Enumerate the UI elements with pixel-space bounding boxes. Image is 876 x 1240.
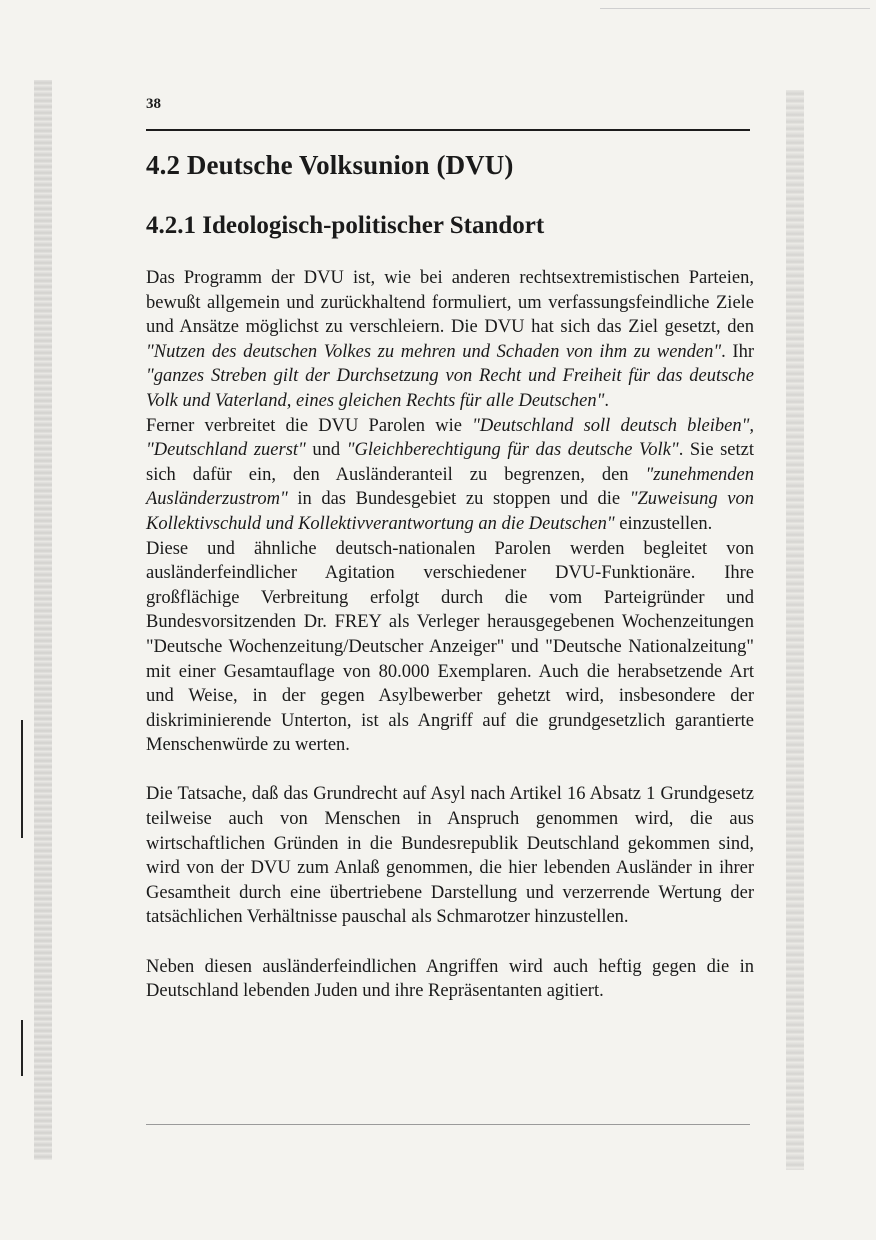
text-run: und xyxy=(305,440,347,461)
margin-mark xyxy=(21,720,23,838)
subsection-heading: 4.2.1 Ideologisch-politischer Standort xyxy=(146,212,545,239)
page-number: 38 xyxy=(146,96,161,112)
paragraph xyxy=(146,266,754,414)
text-run: . xyxy=(604,390,609,411)
text-run: Die Tatsache, daß das Grundrecht auf Asyl nach Artikel 16 Absatz 1 Grundgesetz teilweise auch von Menschen in Anspruch genommen wird, die aus wirtschaftlichen Gründen in die Bundesrepublik Deutschland gekommen sind, wird von der DVU zum Anlaß genommen, die hier lebenden Ausländer in ihrer Gesamtheit durch eine übertriebene Darstellung und verzerrende Wertung der tatsächlichen Verhältnisse pauschal als Schmarotzer hinzustellen. xyxy=(146,784,754,928)
text-run: einzustellen. xyxy=(614,513,713,534)
quoted-text: "Gleichberechtigung für das deutsche Volk" xyxy=(346,440,679,461)
scan-top-line xyxy=(600,8,870,9)
text-run: Ferner verbreitet die DVU Parolen wie xyxy=(146,415,473,436)
paragraph xyxy=(146,537,754,758)
paragraph xyxy=(146,782,754,930)
quoted-text: "zunehmenden Ausländerzustrom" xyxy=(146,464,754,510)
footer-rule xyxy=(146,1124,750,1125)
text-run: . Ihr xyxy=(721,341,754,362)
text-run: in das Bundesgebiet zu stoppen und die xyxy=(287,489,630,510)
section-heading: 4.2 Deutsche Volksunion (DVU) xyxy=(146,150,514,180)
scan-edge-right xyxy=(786,90,804,1170)
text-run: Neben diesen ausländerfeindlichen Angriffen wird auch heftig gegen die in Deutschland lebenden Juden und ihre Repräsentanten agitiert. xyxy=(146,956,754,1002)
quoted-text: "Deutschland soll deutsch bleiben", "Deutschland zuerst" xyxy=(146,415,754,461)
header-rule xyxy=(146,129,750,131)
text-run: Das Programm der DVU ist, wie bei anderen rechtsextremistischen Parteien, bewußt allgemein und zurückhaltend formuliert, um verfassungsfeindliche Ziele und Ansätze möglichst zu verschleiern. Die DVU hat sich das Ziel gesetzt, den xyxy=(146,268,754,338)
paragraph xyxy=(146,414,754,537)
quoted-text: "Nutzen des deutschen Volkes zu mehren und Schaden von ihm zu wenden" xyxy=(146,341,722,362)
paragraph xyxy=(146,955,754,1004)
quoted-text: "ganzes Streben gilt der Durchsetzung von Recht und Freiheit für das deutsche Volk und Vaterland, eines gleichen Rechts für alle Deutschen" xyxy=(146,366,754,411)
text-run: . Sie setzt sich dafür ein, den Ausländeranteil zu begrenzen, den xyxy=(146,440,755,485)
text-run: Diese und ähnliche deutsch-nationalen Parolen werden begleitet von ausländerfeindlicher Agitation verschiedener DVU-Funktionäre. Ihre großflächige Verbreitung erfolgt durch die vom Parteigründer und Bundesvorsitzenden Dr. FREY als Verleger herausgegebenen Wochenzeitungen "Deutsche Wochenzeitung/Deutscher Anzeiger" und "Deutsche Nationalzeitung" mit einer Gesamtauflage von 80.000 Exemplaren. Auch die herabsetzende Art und Weise, in der gegen Asylbewerber gehetzt wird, insbesondere der diskriminierende Unterton, ist als Angriff auf die grundgesetzlich garantierte Menschenwürde zu werten. xyxy=(146,538,754,756)
margin-mark xyxy=(21,1020,23,1076)
quoted-text: "Zuweisung von Kollektivschuld und Kollektivverantwortung an die Deutschen" xyxy=(146,489,754,534)
scan-edge-left xyxy=(34,80,52,1160)
body-text xyxy=(146,266,754,1004)
